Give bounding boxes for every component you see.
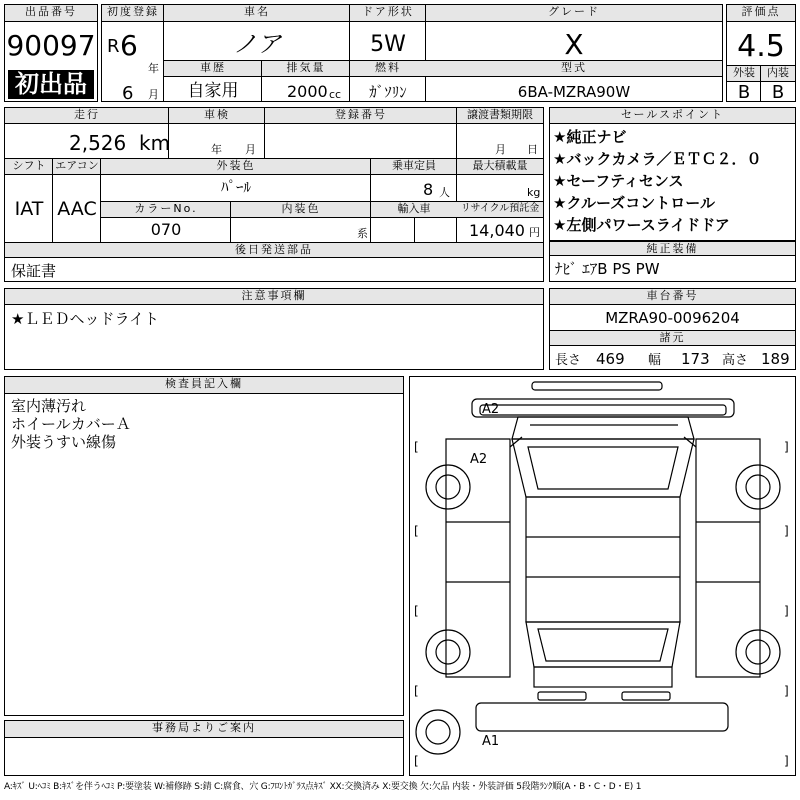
score-box: [726, 4, 796, 102]
exterior-grade: B: [737, 82, 751, 103]
bracket-mark: ]: [784, 440, 789, 454]
notes-text: ★ＬＥＤヘッドライト: [11, 310, 159, 328]
inspection-label: 車検: [169, 108, 265, 124]
chassis-box: [549, 288, 796, 370]
model-name-label: 車名: [164, 5, 350, 22]
mileage-label: 走行: [5, 108, 169, 124]
door-label: ドア形状: [350, 5, 426, 22]
displacement: 2000: [287, 82, 328, 101]
score: 4.5: [737, 29, 785, 64]
damage-diagram-box: [409, 376, 796, 776]
damage-mark: A2: [482, 402, 500, 417]
transfer-label: 譲渡書類期限: [457, 108, 543, 124]
mileage-unit: km: [139, 131, 171, 155]
bracket-mark: [: [414, 604, 419, 618]
bracket-mark: [: [414, 440, 419, 454]
vehicle-info-table: [4, 107, 544, 282]
fuel: ｶﾞｿﾘﾝ: [369, 83, 407, 101]
sales-points-label: セールスポイント: [550, 108, 795, 124]
bracket-mark: ]: [784, 604, 789, 618]
sales-point: ★クルーズコントロール: [553, 194, 715, 212]
load-unit: kg: [527, 186, 541, 199]
inspector-line: ホイールカバーＡ: [11, 415, 131, 433]
color-no-label: カラーNo.: [101, 202, 231, 218]
chassis-label: 車台番号: [550, 289, 795, 305]
capacity-unit: 人: [439, 186, 450, 199]
inspection-year-unit: 年: [211, 143, 222, 156]
office-label: 事務局よりご案内: [5, 721, 403, 738]
ext-color-label: 外装色: [101, 159, 371, 175]
color-no: 070: [150, 220, 182, 239]
ext-color: ﾊﾟｰﾙ: [220, 178, 251, 196]
first-listing-text: 初出品: [15, 70, 87, 98]
interior-label: 内装: [761, 66, 795, 82]
later-parts: 保証書: [11, 262, 57, 280]
sales-points-box: [549, 107, 796, 241]
shift-label: シフト: [5, 159, 53, 175]
int-color-label: 内装色: [231, 202, 371, 218]
header-table-top: [101, 4, 723, 102]
lot-number-box: [4, 4, 98, 102]
legend: A:ｷｽﾞ U:ﾍｺﾐ B:ｷｽﾞを伴うﾍｺﾐ P:要塗装 W:補修跡 S:錆 C:腐食、穴 G:ﾌﾛﾝﾄｶﾞﾗｽ点ｷｽﾞ XX:交換済み X:要交換 欠:欠品 内装・外装評価 5段階ﾗﾝｸ順(A・B・C・D・E) 1: [4, 782, 642, 792]
lot-number-label: 出品番号: [5, 5, 97, 22]
history: 自家用: [187, 81, 239, 101]
later-parts-label: 後日発送部品: [5, 243, 543, 258]
reg-year: 6: [120, 29, 138, 62]
equipment: ﾅﾋﾞ ｴｱB PS PW: [555, 260, 660, 278]
height: 189: [761, 350, 790, 368]
notes-box: [4, 288, 544, 370]
model-name: ノア: [233, 30, 281, 58]
bracket-mark: [: [414, 754, 419, 768]
shift: IAT: [14, 198, 44, 220]
reg-label: 初度登録: [102, 5, 164, 22]
sales-point: ★セーフティセンス: [553, 172, 684, 190]
inspector-box: [4, 376, 404, 716]
ac-label: エアコン: [53, 159, 101, 175]
notes-label: 注意事項欄: [5, 289, 543, 305]
length-label: 長さ: [555, 353, 582, 368]
recycle-label: リサイクル預託金: [457, 202, 543, 218]
height-label: 高さ: [722, 353, 749, 368]
equipment-label: 純正装備: [550, 241, 795, 256]
bracket-mark: ]: [784, 524, 789, 538]
sales-point: ★バックカメラ／ＥＴＣ２．０: [553, 150, 762, 168]
bracket-mark: ]: [784, 684, 789, 698]
chassis-number: MZRA90-0096204: [605, 309, 740, 327]
door-type: 5W: [370, 32, 406, 57]
load-label: 最大積載量: [457, 159, 543, 175]
interior-grade: B: [771, 82, 785, 103]
damage-mark: A1: [482, 734, 500, 749]
exterior-label: 外装: [727, 66, 761, 82]
displacement-unit: cc: [329, 88, 342, 101]
year-unit: 年: [148, 62, 159, 75]
width-label: 幅: [648, 353, 662, 368]
fuel-label: 燃料: [350, 61, 426, 77]
ac: AAC: [57, 198, 97, 220]
sales-point: ★純正ナビ: [553, 128, 627, 146]
model-code: 6BA-MZRA90W: [517, 83, 631, 101]
transfer-month-unit: 月: [495, 143, 506, 156]
equipment-box: [549, 241, 796, 282]
transfer-day-unit: 日: [527, 143, 538, 156]
era: R: [107, 36, 120, 57]
int-color-unit: 系: [357, 227, 368, 240]
grade-label: グレード: [426, 5, 722, 22]
length: 469: [596, 350, 625, 368]
score-label: 評価点: [727, 5, 795, 22]
dims-label: 諸元: [550, 331, 795, 346]
bracket-mark: [: [414, 524, 419, 538]
import-label: 輸入車: [371, 202, 457, 218]
recycle-fee: 14,040: [469, 221, 525, 240]
office-box: [4, 720, 404, 776]
recycle-unit: 円: [529, 226, 540, 239]
sales-point: ★左側パワースライドドア: [553, 216, 730, 234]
bracket-mark: ]: [784, 754, 789, 768]
inspector-line: 室内薄汚れ: [11, 397, 87, 415]
inspection-month-unit: 月: [245, 143, 256, 156]
capacity-label: 乗車定員: [371, 159, 457, 175]
damage-mark: A2: [470, 452, 488, 467]
lot-number: 90097: [6, 29, 96, 62]
model-code-label: 型式: [426, 61, 722, 77]
mileage: 2,526: [69, 131, 127, 155]
capacity: 8: [423, 180, 434, 199]
inspector-line: 外装うすい線傷: [11, 433, 117, 451]
car-diagram: [410, 377, 795, 775]
history-label: 車歴: [164, 61, 262, 77]
grade: X: [564, 28, 584, 61]
month-unit: 月: [148, 88, 159, 101]
reg-month: 6: [122, 83, 134, 104]
bracket-mark: [: [414, 684, 419, 698]
displacement-label: 排気量: [262, 61, 350, 77]
inspector-label: 検査員記入欄: [5, 377, 403, 394]
plate-label: 登録番号: [265, 108, 457, 124]
width: 173: [681, 350, 710, 368]
